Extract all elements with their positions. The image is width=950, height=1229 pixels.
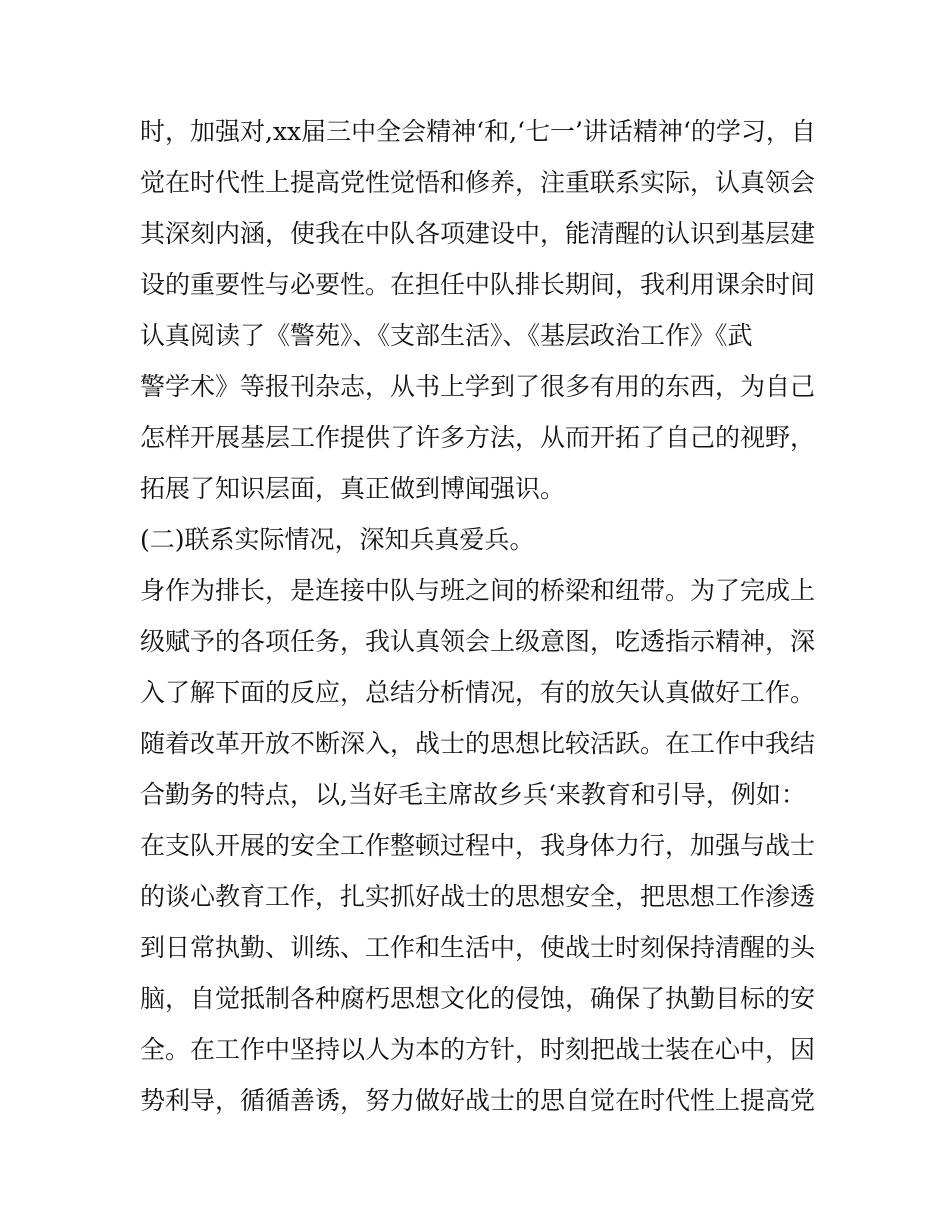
text-line: 其深刻内涵，使我在中队各项建设中，能清醒的认识到基层建	[140, 219, 816, 248]
body-text	[140, 106, 820, 1126]
text-line: 警学术》等报刊杂志，从书上学到了很多有用的东西，为自己	[140, 372, 816, 401]
text-line: 时，加强对,xx届三中全会精神‘和,‘七一’讲话精神‘的学习，自	[140, 117, 816, 146]
text-line: 脑，自觉抵制各种腐朽思想文化的侵蚀，确保了执勤目标的安	[140, 984, 816, 1013]
text-line: 认真阅读了《警苑》、《支部生活》、《基层政治工作》《武	[140, 321, 753, 350]
text-line: 级赋予的各项任务，我认真领会上级意图，吃透指示精神，深	[140, 627, 816, 656]
text-line: 势利导，循循善诱，努力做好战士的思自觉在时代性上提高党	[140, 1086, 816, 1115]
text-line: 随着改革开放不断深入，战士的思想比较活跃。在工作中我结	[140, 729, 816, 758]
text-line: 设的重要性与必要性。在担任中队排长期间，我利用课余时间	[140, 270, 816, 299]
text-line: 在支队开展的安全工作整顿过程中，我身体力行，加强与战士	[140, 831, 816, 860]
text-line: 全。在工作中坚持以人为本的方针，时刻把战士装在心中，因	[140, 1035, 816, 1064]
section-heading: (二)联系实际情况，深知兵真爱兵。	[140, 525, 535, 554]
text-line: 怎样开展基层工作提供了许多方法，从而开拓了自己的视野，	[140, 423, 816, 452]
text-line: 觉在时代性上提高党性觉悟和修养，注重联系实际，认真领会	[140, 168, 816, 197]
text-line: 合勤务的特点，以,当好毛主席故乡兵‘来教育和引导，例如：	[140, 780, 806, 809]
text-line: 身作为排长，是连接中队与班之间的桥梁和纽带。为了完成上	[140, 576, 816, 605]
text-line: 到日常执勤、训练、工作和生活中，使战士时刻保持清醒的头	[140, 933, 816, 962]
text-line: 的谈心教育工作，扎实抓好战士的思想安全，把思想工作渗透	[140, 882, 816, 911]
text-line: 入了解下面的反应，总结分析情况，有的放矢认真做好工作。	[140, 678, 816, 707]
text-line: 拓展了知识层面，真正做到博闻强识。	[140, 474, 566, 503]
